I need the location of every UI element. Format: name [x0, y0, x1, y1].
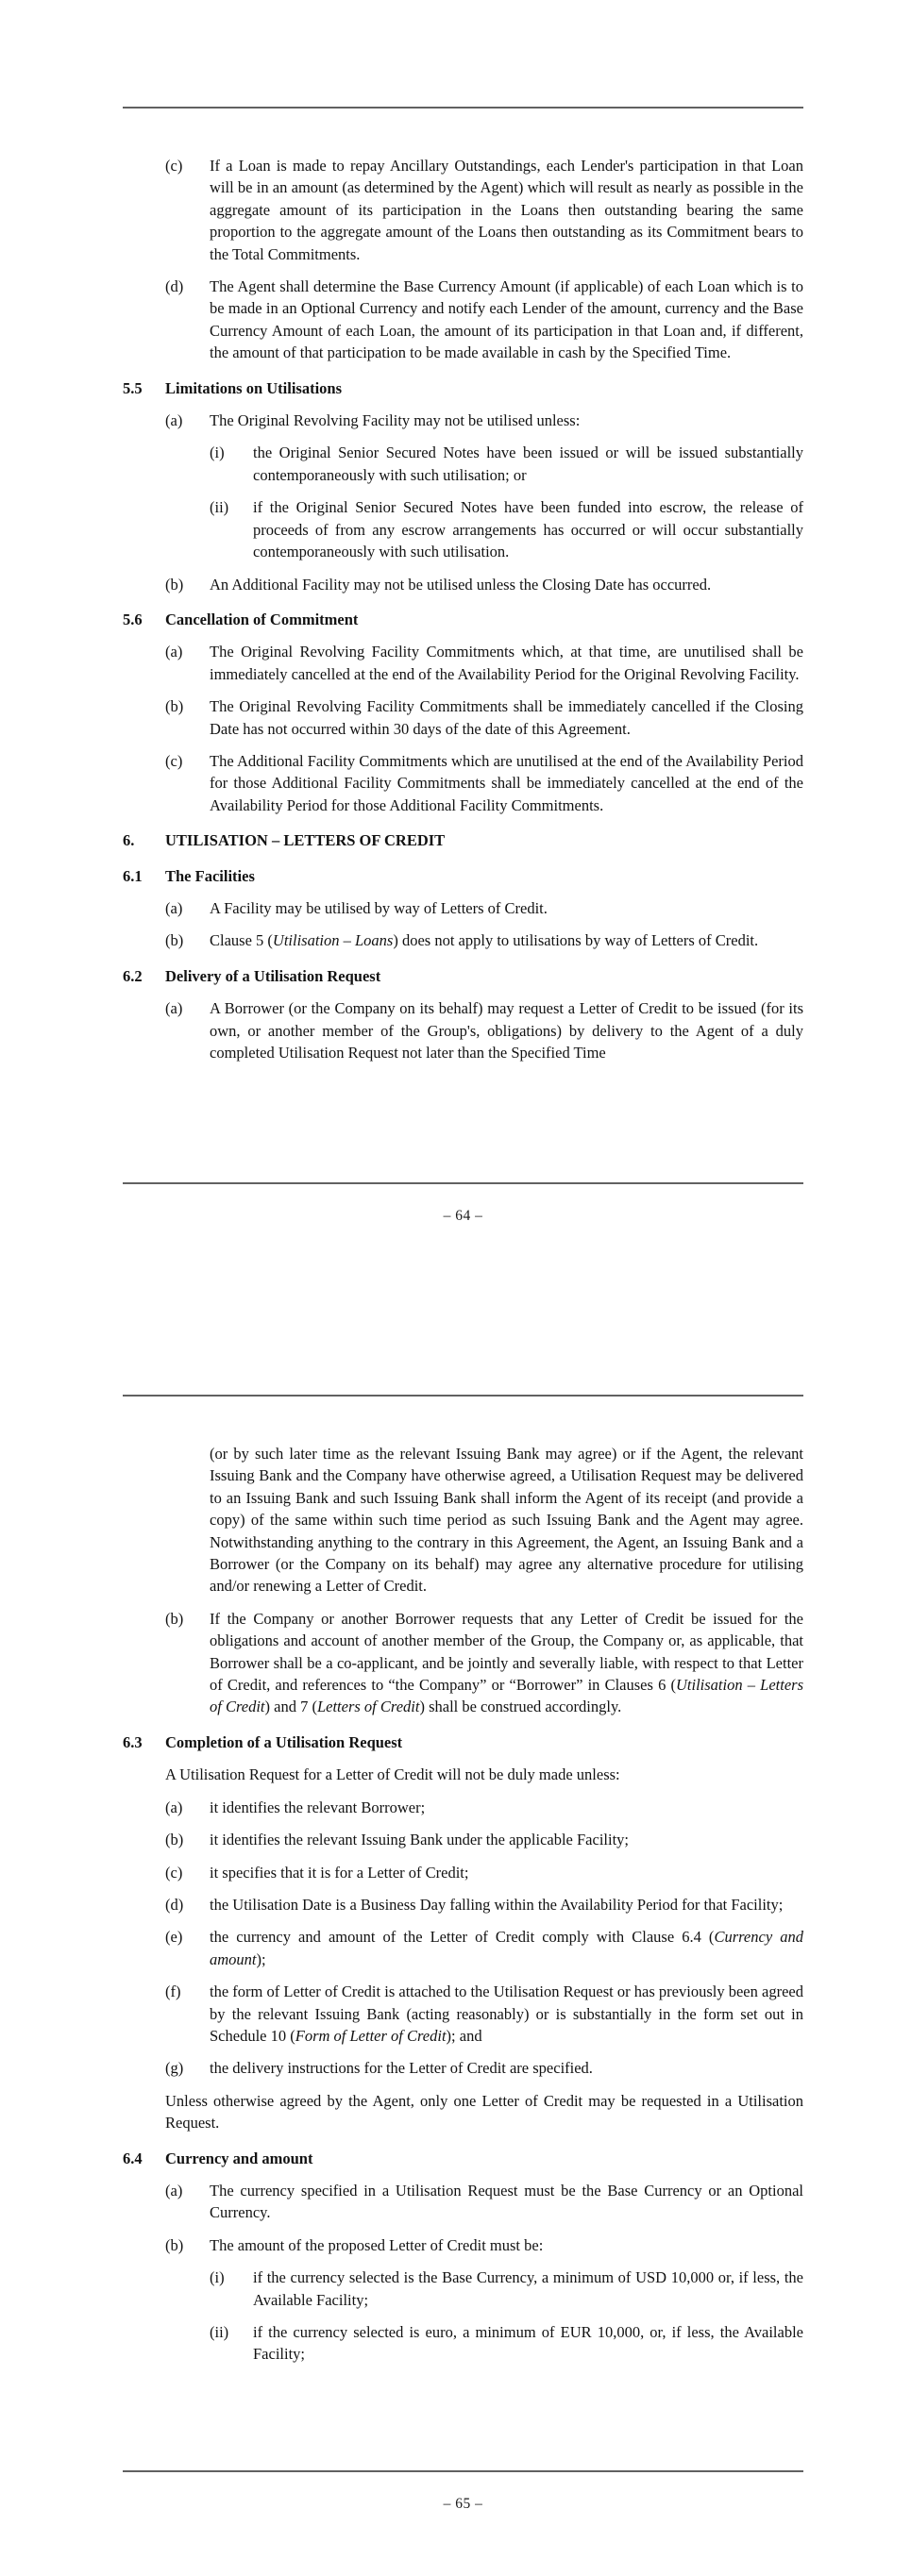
clause-item [123, 442, 803, 486]
clause-item [123, 997, 803, 1063]
clause-item [123, 897, 803, 919]
clause-marker: (a) [165, 411, 183, 430]
clause-text: the delivery instructions for the Letter of Credit are specified. [210, 2059, 593, 2078]
clause-marker: (ii) [210, 2323, 229, 2341]
clause-item [123, 750, 803, 816]
clause-text: it identifies the relevant Issuing Bank under the applicable Facility; [210, 1831, 630, 1849]
clause-marker: (b) [165, 1831, 184, 1849]
page-footer-rule [123, 2470, 803, 2472]
clause-text: An Additional Facility may not be utilised unless the Closing Date has occurred. [210, 575, 712, 594]
clause-item [123, 1608, 803, 1718]
clause-text: The Original Revolving Facility Commitments which, at that time, are unutilised shall be immediately cancelled at the end of the Availability Period for the Original Revolving Facility. [210, 643, 803, 683]
clause-text: If the Company or another Borrower requests that any Letter of Credit be issued for the obligations and account of another member of the Group, the Company or, as applicable, that Borrower shall be a co-applicant, and be jointly and severally liable, with respect to that Letter of Credit, and references to “the Company” or “Borrower” in Clauses 6 (Utilisation – Letters of Credit) and 7 (Letters of Credit) shall be construed accordingly. [210, 1609, 803, 1716]
clause-item [123, 574, 803, 595]
clause-text: the Utilisation Date is a Business Day falling within the Availability Period for that Facility; [210, 1895, 784, 1914]
clause-item [123, 2180, 803, 2224]
clause-text: it specifies that it is for a Letter of Credit; [210, 1863, 469, 1882]
section-heading [123, 865, 803, 887]
clause-marker: (i) [210, 2268, 225, 2287]
clause-item [123, 1926, 803, 1970]
clause-item [123, 1829, 803, 1850]
section-title: UTILISATION – LETTERS OF CREDIT [165, 831, 446, 850]
clause-marker: (b) [165, 1609, 184, 1628]
section-heading [123, 2148, 803, 2169]
clause-marker: (a) [165, 643, 183, 661]
clause-text: if the Original Senior Secured Notes have been funded into escrow, the release of proceeds of from any escrow arrangements has occurred or will occur substantially contemporaneously with such utilisation. [253, 498, 803, 561]
clause-marker: (ii) [210, 498, 229, 517]
clause-text: Clause 5 (Utilisation – Loans) does not apply to utilisations by way of Letters of Credit. [210, 931, 759, 950]
clause-marker: (b) [165, 697, 184, 716]
page-content [123, 1443, 803, 2366]
clause-item [123, 2267, 803, 2311]
section-number: 5.5 [123, 378, 143, 397]
clause-text: The amount of the proposed Letter of Credit must be: [210, 2235, 544, 2254]
clause-marker: (a) [165, 2181, 183, 2200]
clause-marker: (a) [165, 1798, 183, 1816]
clause-marker: (b) [165, 2235, 184, 2254]
clause-item [123, 2321, 803, 2366]
clause-item [123, 276, 803, 364]
clause-item [123, 1894, 803, 1915]
clause-item [123, 410, 803, 431]
section-title: Cancellation of Commitment [165, 610, 359, 628]
section-number: 6. [123, 831, 135, 850]
clause-marker: (a) [165, 999, 183, 1018]
clause-text: the currency and amount of the Letter of Credit comply with Clause 6.4 (Currency and amount); [210, 1928, 803, 1968]
clause-item [123, 929, 803, 951]
clause-marker: (c) [165, 157, 183, 175]
section-heading [123, 377, 803, 399]
clause-text: if the currency selected is the Base Currency, a minimum of USD 10,000 or, if less, the Available Facility; [253, 2268, 803, 2309]
clause-item [123, 155, 803, 265]
clause-marker: (i) [210, 443, 225, 462]
page-number: – 64 – [443, 1208, 483, 1224]
clause-text: A Facility may be utilised by way of Letters of Credit. [210, 898, 548, 917]
clause-text: The Original Revolving Facility Commitments shall be immediately cancelled if the Closing Date has not occurred within 30 days of the date of this Agreement. [210, 697, 803, 738]
section-title: The Facilities [165, 866, 255, 885]
section-number: 5.6 [123, 610, 143, 628]
paragraph: Unless otherwise agreed by the Agent, only one Letter of Credit may be requested in a Utilisation Request. [165, 2091, 803, 2133]
clause-marker: (f) [165, 1982, 181, 2001]
section-title: Limitations on Utilisations [165, 378, 343, 397]
clause-marker: (a) [165, 898, 183, 917]
clause-text: the form of Letter of Credit is attached to the Utilisation Request or has previously been agreed by the relevant Issuing Bank (acting reasonably) or is substantially in the form set out in Schedule 10 (Form of Letter of Credit); and [210, 1982, 803, 2045]
page-header-rule [123, 107, 803, 109]
section-heading [123, 1731, 803, 1753]
paragraph: (or by such later time as the relevant Issuing Bank may agree) or if the Agent, the relevant Issuing Bank and the Company have otherwise agreed, a Utilisation Request may be delivered to an Issuing Bank and such Issuing Bank shall inform the Agent of its receipt (and provide a copy) of the same within such time period as such Issuing Bank and the Agent may agree. Notwithstanding anything to the contrary in this Agreement, the Agent, an Issuing Bank and a Borrower (or the Company on its behalf) may agree any alternative procedure for utilising and/or renewing a Letter of Credit. [210, 1445, 803, 1596]
clause-item [123, 641, 803, 685]
section-number: 6.4 [123, 2149, 143, 2167]
page-header-rule [123, 1395, 803, 1397]
clause-text: if the currency selected is euro, a minimum of EUR 10,000, or, if less, the Available Facility; [253, 2323, 803, 2364]
clause-item [123, 2234, 803, 2256]
clause-marker: (c) [165, 1863, 183, 1882]
clause-text: The Additional Facility Commitments which are unutilised at the end of the Availability Period for those Additional Facility Commitments shall be immediately cancelled at the end of the Availability Period for those Additional Facility Commitments. [210, 751, 803, 814]
clause-marker: (b) [165, 575, 184, 594]
clause-marker: (d) [165, 1895, 184, 1914]
clause-item [123, 695, 803, 740]
section-title: Completion of a Utilisation Request [165, 1732, 403, 1751]
section-title: Delivery of a Utilisation Request [165, 966, 381, 985]
clause-text: The Original Revolving Facility may not be utilised unless: [210, 411, 581, 430]
clause-text: The Agent shall determine the Base Currency Amount (if applicable) of each Loan which is to be made in an Optional Currency and notify each Lender of the amount, currency and the Base Currency Amount of each Loan, the amount of its participation in that Loan and, if different, the amount of that participation to be made available in cash by the Specified Time. [210, 277, 803, 362]
clause-text: the Original Senior Secured Notes have been issued or will be issued substantially contemporaneously with such utilisation; or [253, 443, 803, 484]
section-heading [123, 829, 803, 851]
clause-marker: (g) [165, 2059, 184, 2078]
clause-item [123, 1981, 803, 2047]
page-footer-rule [123, 1182, 803, 1184]
clause-text: The currency specified in a Utilisation Request must be the Base Currency or an Optional Currency. [210, 2181, 803, 2222]
page-number: – 65 – [443, 2496, 483, 2512]
clause-text: A Borrower (or the Company on its behalf) may request a Letter of Credit to be issued (for its own, or another member of the Group's, obligations) by delivery to the Agent of a duly completed Utilisation Request not later than the Specified Time [210, 999, 803, 1062]
section-number: 6.1 [123, 866, 143, 885]
document-page-65 [0, 1288, 911, 2576]
clause-item [123, 1797, 803, 1818]
section-title: Currency and amount [165, 2149, 313, 2167]
clause-marker: (d) [165, 277, 184, 296]
clause-text: If a Loan is made to repay Ancillary Outstandings, each Lender's participation in that Loan will be in an amount (as determined by the Agent) which will result as nearly as possible in the aggregate amount of its participation in the Loans then outstanding bearing the same proportion to the aggregate amount of the Loans then outstanding as its Commitment bears to the Total Commitments. [210, 157, 803, 263]
section-number: 6.2 [123, 966, 143, 985]
clause-marker: (b) [165, 931, 184, 950]
clause-text: it identifies the relevant Borrower; [210, 1798, 426, 1816]
paragraph: A Utilisation Request for a Letter of Credit will not be duly made unless: [165, 1765, 620, 1784]
clause-marker: (c) [165, 751, 183, 770]
clause-item [123, 496, 803, 562]
page-content [123, 155, 803, 1063]
clause-marker: (e) [165, 1928, 183, 1947]
clause-item [123, 1862, 803, 1883]
section-heading [123, 965, 803, 987]
clause-item [123, 2057, 803, 2079]
section-number: 6.3 [123, 1732, 143, 1751]
section-heading [123, 609, 803, 630]
